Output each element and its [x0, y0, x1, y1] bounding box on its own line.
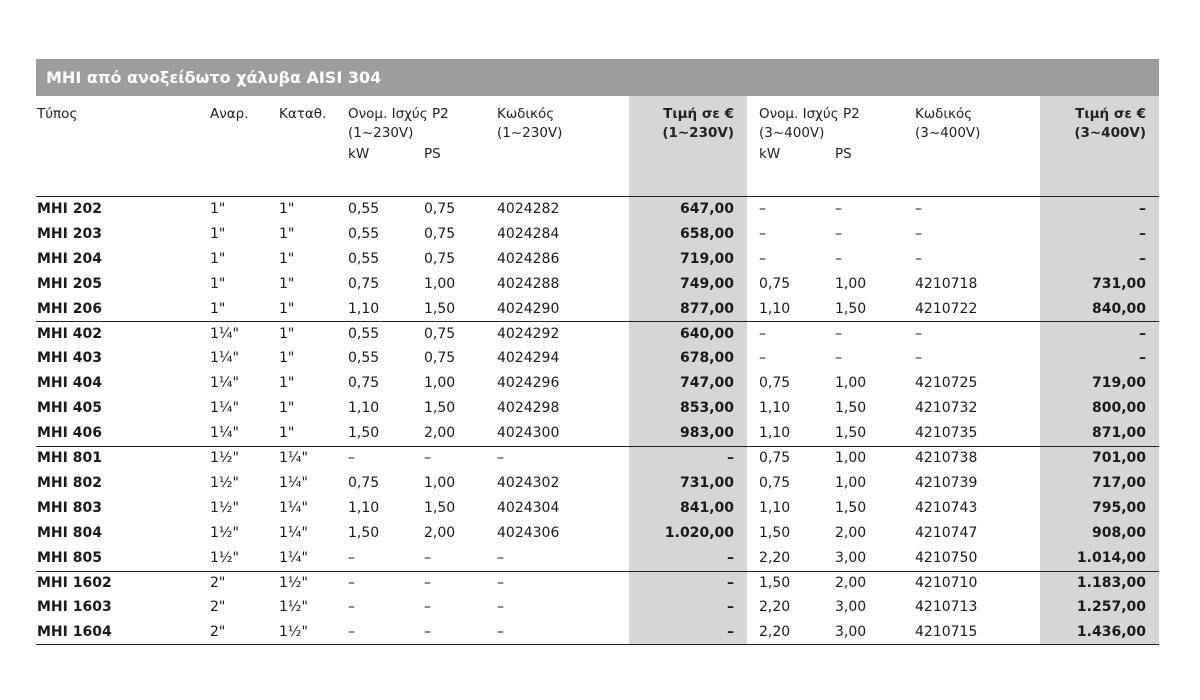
cell-kw-400v: –	[759, 350, 766, 367]
cell-code-230v: 4024288	[497, 275, 560, 292]
cell-ps-230v: 0,75	[424, 325, 456, 342]
cell-price-230v: –	[727, 450, 734, 466]
cell-kw-230v: –	[348, 574, 355, 591]
cell-ps-230v: –	[424, 624, 431, 641]
cell-katath: 1¼"	[279, 474, 308, 491]
cell-code-230v: 4024294	[497, 350, 560, 367]
cell-code-230v: 4024306	[497, 524, 560, 541]
cell-code-400v: 4210732	[915, 400, 978, 417]
cell-code-230v: 4024290	[497, 300, 560, 317]
cell-kw-230v: 0,75	[348, 375, 380, 392]
cell-katath: 1¼"	[279, 499, 308, 516]
cell-anar: 1¼"	[210, 425, 239, 442]
cell-price-230v: 658,00	[679, 225, 734, 242]
cell-ps-400v: 3,00	[835, 549, 867, 566]
cell-anar: 1"	[210, 250, 226, 267]
cell-kw-230v: –	[348, 624, 355, 641]
cell-ps-400v: –	[835, 250, 842, 267]
cell-anar: 1"	[210, 275, 226, 292]
cell-type: MHI 205	[37, 275, 102, 292]
cell-kw-230v: 0,55	[348, 201, 380, 217]
table-row	[0, 222, 1200, 247]
header-price-230v-line2: (1~230V)	[662, 125, 734, 141]
cell-kw-400v: 0,75	[759, 474, 791, 491]
cell-code-230v: –	[497, 450, 504, 466]
cell-katath: 1½"	[279, 574, 308, 591]
table-row	[0, 421, 1200, 446]
cell-ps-230v: 1,00	[424, 375, 456, 392]
cell-ps-400v: 1,00	[835, 275, 867, 292]
cell-kw-400v: 1,50	[759, 524, 791, 541]
cell-price-230v: 983,00	[679, 425, 734, 442]
cell-code-400v: 4210725	[915, 375, 978, 392]
cell-anar: 1¼"	[210, 375, 239, 392]
cell-type: MHI 1602	[37, 574, 112, 591]
cell-kw-400v: 1,50	[759, 574, 791, 591]
cell-kw-230v: 0,75	[348, 275, 380, 292]
cell-price-400v: –	[1139, 325, 1146, 342]
cell-ps-400v: –	[835, 201, 842, 217]
cell-type: MHI 801	[37, 450, 102, 466]
header-type: Τύπος	[37, 106, 78, 122]
cell-katath: 1"	[279, 201, 295, 217]
cell-code-400v: 4210750	[915, 549, 978, 566]
cell-anar: 1"	[210, 300, 226, 317]
cell-price-230v: 640,00	[679, 325, 734, 342]
cell-katath: 1½"	[279, 624, 308, 641]
header-power-230v	[348, 105, 449, 143]
cell-kw-400v: 2,20	[759, 549, 791, 566]
cell-code-400v: –	[915, 225, 922, 242]
cell-type: MHI 802	[37, 474, 102, 491]
cell-kw-400v: –	[759, 250, 766, 267]
cell-anar: 1½"	[210, 549, 239, 566]
header-code-230v-line1: Κωδικός	[497, 106, 555, 122]
cell-kw-230v: 0,55	[348, 325, 380, 342]
cell-code-230v: 4024282	[497, 201, 560, 217]
cell-ps-400v: 3,00	[835, 624, 867, 641]
cell-code-230v: 4024304	[497, 499, 560, 516]
cell-code-400v: 4210715	[915, 624, 978, 641]
cell-price-400v: –	[1139, 250, 1146, 267]
cell-price-230v: 853,00	[679, 400, 734, 417]
cell-ps-230v: 1,50	[424, 400, 456, 417]
cell-code-230v: –	[497, 574, 504, 591]
cell-price-400v: 908,00	[1091, 524, 1146, 541]
cell-kw-230v: 0,55	[348, 225, 380, 242]
cell-ps-400v: 2,00	[835, 524, 867, 541]
cell-anar: 1¼"	[210, 400, 239, 417]
cell-code-400v: 4210735	[915, 425, 978, 442]
cell-price-400v: 1.014,00	[1076, 549, 1146, 566]
subheader-ps-400v: PS	[835, 146, 852, 162]
cell-code-230v: –	[497, 549, 504, 566]
cell-kw-400v: 2,20	[759, 599, 791, 616]
cell-type: MHI 204	[37, 250, 102, 267]
header-price-400v-line2: (3~400V)	[1074, 125, 1146, 141]
cell-katath: 1½"	[279, 599, 308, 616]
cell-kw-400v: 1,10	[759, 300, 791, 317]
cell-katath: 1"	[279, 350, 295, 367]
cell-code-230v: –	[497, 624, 504, 641]
cell-type: MHI 803	[37, 499, 102, 516]
cell-type: MHI 405	[37, 400, 102, 417]
header-power-400v	[759, 105, 860, 143]
cell-kw-400v: –	[759, 225, 766, 242]
table-row	[0, 297, 1200, 322]
cell-kw-400v: 0,75	[759, 450, 791, 466]
cell-ps-400v: 1,50	[835, 425, 867, 442]
table-row	[0, 247, 1200, 272]
subheader-kw-230v: kW	[348, 146, 370, 162]
cell-ps-230v: 0,75	[424, 250, 456, 267]
cell-katath: 1"	[279, 425, 295, 442]
cell-kw-400v: 2,20	[759, 624, 791, 641]
cell-anar: 1½"	[210, 499, 239, 516]
header-code-230v-line2: (1~230V)	[497, 125, 563, 141]
table-row	[0, 571, 1200, 596]
header-price-230v-line1: Τιμή σε €	[663, 106, 734, 122]
cell-anar: 2"	[210, 624, 226, 641]
cell-type: MHI 805	[37, 549, 102, 566]
header-price-400v	[1040, 105, 1146, 143]
cell-katath: 1"	[279, 225, 295, 242]
cell-ps-400v: 1,50	[835, 300, 867, 317]
header-power-230v-line2: (1~230V)	[348, 125, 414, 141]
cell-code-400v: –	[915, 250, 922, 267]
cell-ps-230v: 1,50	[424, 499, 456, 516]
cell-anar: 1"	[210, 225, 226, 242]
header-katath: Καταθ.	[279, 106, 327, 122]
cell-price-400v: 717,00	[1091, 474, 1146, 491]
cell-type: MHI 1604	[37, 624, 112, 641]
cell-code-230v: 4024286	[497, 250, 560, 267]
cell-katath: 1"	[279, 325, 295, 342]
cell-ps-230v: 0,75	[424, 350, 456, 367]
cell-code-400v: 4210739	[915, 474, 978, 491]
header-code-400v-line2: (3~400V)	[915, 125, 981, 141]
cell-kw-230v: 0,75	[348, 474, 380, 491]
cell-code-230v: 4024298	[497, 400, 560, 417]
cell-ps-230v: –	[424, 549, 431, 566]
subheader-kw-400v: kW	[759, 146, 781, 162]
table-row	[0, 620, 1200, 645]
cell-ps-230v: 0,75	[424, 225, 456, 242]
cell-price-400v: 701,00	[1091, 450, 1146, 466]
cell-anar: 1½"	[210, 450, 239, 466]
cell-code-400v: –	[915, 325, 922, 342]
cell-code-400v: 4210747	[915, 524, 978, 541]
cell-type: MHI 202	[37, 201, 102, 217]
header-price-400v-line1: Τιμή σε €	[1075, 106, 1146, 122]
cell-type: MHI 206	[37, 300, 102, 317]
cell-price-400v: 1.257,00	[1076, 599, 1146, 616]
cell-type: MHI 406	[37, 425, 102, 442]
cell-kw-400v: 0,75	[759, 275, 791, 292]
cell-price-400v: 800,00	[1091, 400, 1146, 417]
table-row	[0, 346, 1200, 371]
cell-type: MHI 403	[37, 350, 102, 367]
cell-price-400v: 840,00	[1091, 300, 1146, 317]
cell-anar: 2"	[210, 599, 226, 616]
header-price-230v	[629, 105, 734, 143]
header-code-400v	[915, 105, 980, 143]
table-row	[0, 496, 1200, 521]
table-row	[0, 521, 1200, 546]
cell-price-230v: –	[727, 624, 734, 641]
cell-price-230v: 749,00	[679, 275, 734, 292]
cell-anar: 1"	[210, 201, 226, 217]
cell-katath: 1"	[279, 400, 295, 417]
cell-ps-230v: –	[424, 450, 431, 466]
cell-kw-230v: 1,50	[348, 524, 380, 541]
cell-price-400v: 1.436,00	[1076, 624, 1146, 641]
cell-anar: 1½"	[210, 474, 239, 491]
header-code-400v-line1: Κωδικός	[915, 106, 973, 122]
cell-type: MHI 804	[37, 524, 102, 541]
cell-code-230v: 4024292	[497, 325, 560, 342]
cell-code-400v: –	[915, 201, 922, 217]
cell-type: MHI 1603	[37, 599, 112, 616]
table-row	[0, 197, 1200, 222]
cell-ps-230v: 2,00	[424, 425, 456, 442]
cell-ps-230v: 2,00	[424, 524, 456, 541]
cell-code-400v: 4210718	[915, 275, 978, 292]
header-code-230v	[497, 105, 562, 143]
cell-code-400v: 4210743	[915, 499, 978, 516]
subheader-ps-230v: PS	[424, 146, 441, 162]
cell-code-400v: 4210713	[915, 599, 978, 616]
cell-ps-230v: 0,75	[424, 201, 456, 217]
cell-katath: 1"	[279, 300, 295, 317]
table-title: MHI από ανοξείδωτο χάλυβα AISI 304	[36, 59, 1159, 96]
cell-kw-230v: 1,50	[348, 425, 380, 442]
cell-code-230v: –	[497, 599, 504, 616]
cell-price-400v: 731,00	[1091, 275, 1146, 292]
cell-ps-400v: 1,00	[835, 450, 867, 466]
cell-price-230v: 841,00	[679, 499, 734, 516]
table-row	[0, 322, 1200, 347]
cell-kw-400v: 1,10	[759, 425, 791, 442]
cell-price-400v: –	[1139, 350, 1146, 367]
table-row	[0, 546, 1200, 571]
cell-ps-400v: 1,50	[835, 400, 867, 417]
cell-anar: 2"	[210, 574, 226, 591]
cell-type: MHI 402	[37, 325, 102, 342]
cell-price-230v: –	[727, 549, 734, 566]
cell-katath: 1¼"	[279, 549, 308, 566]
cell-kw-230v: 0,55	[348, 250, 380, 267]
cell-price-230v: 1.020,00	[664, 524, 734, 541]
cell-kw-230v: –	[348, 450, 355, 466]
cell-ps-400v: 1,00	[835, 474, 867, 491]
cell-price-230v: –	[727, 574, 734, 591]
cell-kw-230v: –	[348, 549, 355, 566]
cell-price-230v: 731,00	[679, 474, 734, 491]
cell-type: MHI 404	[37, 375, 102, 392]
cell-kw-230v: 1,10	[348, 300, 380, 317]
cell-price-230v: 747,00	[679, 375, 734, 392]
cell-anar: 1½"	[210, 524, 239, 541]
table-row	[0, 595, 1200, 620]
cell-ps-400v: –	[835, 325, 842, 342]
cell-code-400v: 4210710	[915, 574, 978, 591]
cell-ps-400v: 3,00	[835, 599, 867, 616]
cell-katath: 1"	[279, 250, 295, 267]
cell-code-230v: 4024300	[497, 425, 560, 442]
table-row	[0, 446, 1200, 471]
cell-ps-230v: 1,50	[424, 300, 456, 317]
cell-price-400v: –	[1139, 201, 1146, 217]
cell-code-230v: 4024302	[497, 474, 560, 491]
cell-code-400v: 4210722	[915, 300, 978, 317]
cell-ps-400v: –	[835, 225, 842, 242]
cell-price-230v: 719,00	[679, 250, 734, 267]
cell-price-400v: 1.183,00	[1076, 574, 1146, 591]
cell-ps-230v: –	[424, 574, 431, 591]
cell-price-400v: 871,00	[1091, 425, 1146, 442]
cell-ps-400v: 1,00	[835, 375, 867, 392]
cell-price-400v: 795,00	[1091, 499, 1146, 516]
cell-kw-230v: 1,10	[348, 400, 380, 417]
cell-kw-400v: 0,75	[759, 375, 791, 392]
cell-kw-400v: 1,10	[759, 499, 791, 516]
cell-code-400v: 4210738	[915, 450, 978, 466]
cell-ps-400v: 2,00	[835, 574, 867, 591]
cell-code-230v: 4024296	[497, 375, 560, 392]
cell-code-400v: –	[915, 350, 922, 367]
cell-price-400v: 719,00	[1091, 375, 1146, 392]
table-row	[0, 272, 1200, 297]
cell-kw-230v: –	[348, 599, 355, 616]
cell-kw-400v: –	[759, 201, 766, 217]
cell-price-230v: 678,00	[679, 350, 734, 367]
header-power-400v-line1: Ονομ. Ισχύς P2	[759, 106, 860, 122]
header-power-400v-line2: (3~400V)	[759, 125, 825, 141]
table-row	[0, 471, 1200, 496]
cell-anar: 1¼"	[210, 350, 239, 367]
cell-kw-400v: 1,10	[759, 400, 791, 417]
cell-katath: 1"	[279, 375, 295, 392]
cell-ps-400v: –	[835, 350, 842, 367]
cell-anar: 1¼"	[210, 325, 239, 342]
cell-ps-400v: 1,50	[835, 499, 867, 516]
cell-code-230v: 4024284	[497, 225, 560, 242]
cell-ps-230v: 1,00	[424, 275, 456, 292]
cell-kw-230v: 0,55	[348, 350, 380, 367]
cell-katath: 1"	[279, 275, 295, 292]
table-row	[0, 396, 1200, 421]
header-anar: Αναρ.	[210, 106, 249, 122]
header-power-230v-line1: Ονομ. Ισχύς P2	[348, 106, 449, 122]
cell-katath: 1¼"	[279, 450, 308, 466]
cell-ps-230v: 1,00	[424, 474, 456, 491]
cell-price-230v: 877,00	[679, 300, 734, 317]
cell-price-230v: –	[727, 599, 734, 616]
table-row	[0, 371, 1200, 396]
cell-kw-230v: 1,10	[348, 499, 380, 516]
cell-type: MHI 203	[37, 225, 102, 242]
cell-price-400v: –	[1139, 225, 1146, 242]
cell-kw-400v: –	[759, 325, 766, 342]
cell-price-230v: 647,00	[679, 201, 734, 217]
cell-ps-230v: –	[424, 599, 431, 616]
cell-katath: 1¼"	[279, 524, 308, 541]
